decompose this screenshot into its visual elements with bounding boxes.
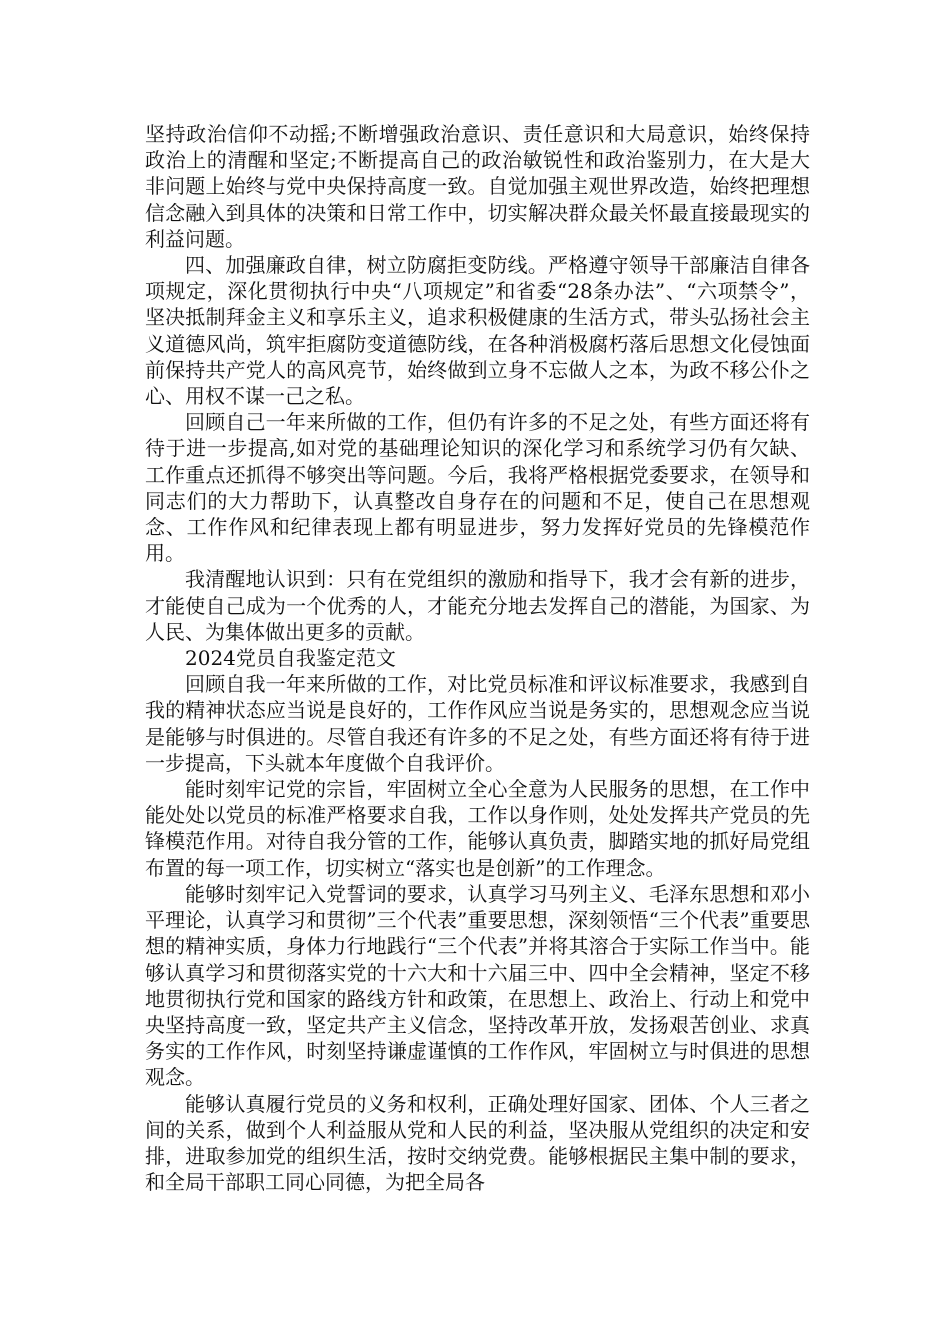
- paragraph: 能时刻牢记党的宗旨，牢固树立全心全意为人民服务的思想，在工作中能处处以党员的标准严格要求自我，工作以身作则，处处发挥共产党员的先锋模范作用。对待自我分管的工作，能够认真负责，脚踏实地的抓好局党组布置的每一项工作，切实树立“落实也是创新”的工作理念。: [145, 777, 810, 880]
- paragraph: 我清醒地认识到：只有在党组织的激励和指导下，我才会有新的进步，才能使自己成为一个优秀的人，才能充分地去发挥自己的潜能，为国家、为人民、为集体做出更多的贡献。: [145, 567, 810, 644]
- paragraph: 四、加强廉政自律，树立防腐拒变防线。严格遵守领导干部廉洁自律各项规定，深化贯彻执行中央“八项规定”和省委“28条办法”、“六项禁令”，坚决抵制拜金主义和享乐主义，追求积极健康的生活方式，带头弘扬社会主义道德风尚，筑牢拒腐防变道德防线，在各种消极腐朽落后思想文化侵蚀面前保持共产党人的高风亮节，始终做到立身不忘做人之本，为政不移公仆之心、用权不谋一己之私。: [145, 253, 810, 409]
- document-page: [145, 121, 810, 1195]
- paragraph: 回顾自我一年来所做的工作，对比党员标准和评议标准要求，我感到自我的精神状态应当说是良好的，工作作风应当说是务实的，思想观念应当说是能够与时俱进的。尽管自我还有许多的不足之处，有些方面还将有待于进一步提高，下头就本年度做个自我评价。: [145, 672, 810, 775]
- paragraph: 能够时刻牢记入党誓词的要求，认真学习马列主义、毛泽东思想和邓小平理论，认真学习和贯彻”三个代表”重要思想，深刻领悟“三个代表”重要思想的精神实质，身体力行地践行“三个代表”并将其溶合于实际工作当中。能够认真学习和贯彻落实党的十六大和十六届三中、四中全会精神，坚定不移地贯彻执行党和国家的路线方针和政策，在思想上、政治上、行动上和党中央坚持高度一致，坚定共产主义信念，坚持改革开放，发扬艰苦创业、求真务实的工作作风，时刻坚持谦虚谨慎的工作作风，牢固树立与时俱进的思想观念。: [145, 881, 810, 1090]
- section-heading: 2024党员自我鉴定范文: [185, 646, 396, 671]
- paragraph: 坚持政治信仰不动摇;不断增强政治意识、责任意识和大局意识，始终保持政治上的清醒和坚定;不断提高自己的政治敏锐性和政治鉴别力，在大是大非问题上始终与党中央保持高度一致。自觉加强主观世界改造，始终把理想信念融入到具体的决策和日常工作中，切实解决群众最关怀最直接最现实的利益问题。: [145, 122, 810, 251]
- paragraph: 回顾自己一年来所做的工作，但仍有许多的不足之处，有些方面还将有待于进一步提高,如对党的基础理论知识的深化学习和系统学习仍有欠缺、工作重点还抓得不够突出等问题。今后，我将严格根据党委要求，在领导和同志们的大力帮助下，认真整改自身存在的问题和不足，使自己在思想观念、工作作风和纪律表现上都有明显进步，努力发挥好党员的先锋模范作用。: [145, 410, 810, 566]
- paragraph: 能够认真履行党员的义务和权利，正确处理好国家、团体、个人三者之间的关系，做到个人利益服从党和人民的利益，坚决服从党组织的决定和安排，进取参加党的组织生活，按时交纳党费。能够根据民主集中制的要求，和全局干部职工同心同德，为把全局各: [145, 1091, 810, 1195]
